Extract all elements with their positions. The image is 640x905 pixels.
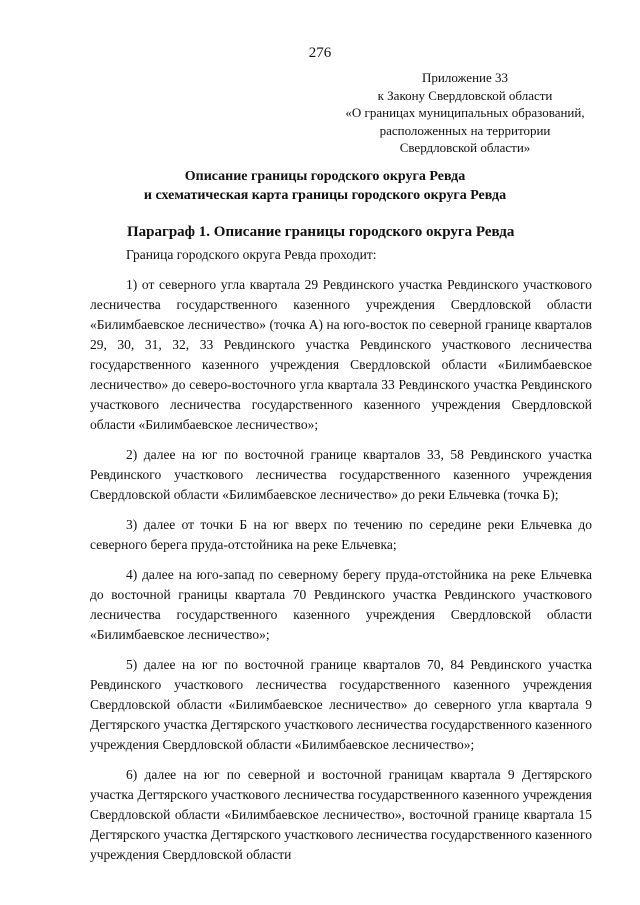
paragraph-item-4: 4) далее на юго-запад по северному берегу пруда-отстойника на реке Ельчевка до восточной границы квартала 70 Ревдинского участка Ревдинского участкового лесничества государственного казенного учреждения Свердловской области «Билимбаевское лесничество»; [90,567,592,642]
paragraph-item-1: 1) от северного угла квартала 29 Ревдинского участка Ревдинского участкового лесничества государственного казенного учреждения Свердловской области «Билимбаевское лесничество» (точка А) на юго-восток по северной границе кварталов 29, 30, 31, 32, 33 Ревдинского участка Ревдинского участкового лесничества государственного казенного учреждения Свердловской области «Билимбаевское лесничество» до северо-восточного угла квартала 33 Ревдинского участка Ревдинского участкового лесничества государственного казенного учреждения Свердловской области «Билимбаевское лесничество»; [90,277,592,432]
appendix-line: расположенных на территории [379,122,551,138]
section-heading: Параграф 1. Описание границы городского округа Ревда [127,224,515,240]
document-title [60,167,590,205]
paragraph-item-5: 5) далее на юг по восточной границе кварталов 70, 84 Ревдинского участка Ревдинского участкового лесничества государственного казенного учреждения Свердловской области «Билимбаевское лесничество» до северного угла квартала 9 Дегтярского участка Дегтярского участкового лесничества государственного казенного учреждения Свердловской области «Билимбаевское лесничество»; [90,657,592,752]
page-number: 276 [308,45,332,61]
title-line-2: и схематическая карта границы городского округа Ревда [143,188,507,203]
paragraph-item-2: 2) далее на юг по восточной границе кварталов 33, 58 Ревдинского участка Ревдинского участкового лесничества государственного казенного учреждения Свердловской области «Билимбаевское лесничество» до реки Ельчевка (точка Б); [90,447,592,502]
appendix-line: Свердловской области» [399,140,531,155]
appendix-reference [330,69,600,157]
appendix-line: к Закону Свердловской области [377,87,553,103]
appendix-line: Приложение 33 [421,70,509,85]
body-text [90,245,592,875]
title-line-1: Описание границы городского округа Ревда [184,169,466,184]
paragraph-item-6: 6) далее на юг по северной и восточной границам квартала 9 Дегтярского участка Дегтярского участкового лесничества государственного казенного учреждения Свердловской области «Билимбаевское лесничество», восточной границе квартала 15 Дегтярского участка Дегтярского участкового лесничества государственного казенного учреждения Свердловской области [90,767,592,862]
paragraph-intro: Граница городского округа Ревда проходит: [126,247,377,262]
appendix-line: «О границах муниципальных образований, [345,105,585,120]
paragraph-item-3: 3) далее от точки Б на юг вверх по течению по середине реки Ельчевка до северного берега пруда-отстойника на реке Ельчевка; [90,517,592,552]
